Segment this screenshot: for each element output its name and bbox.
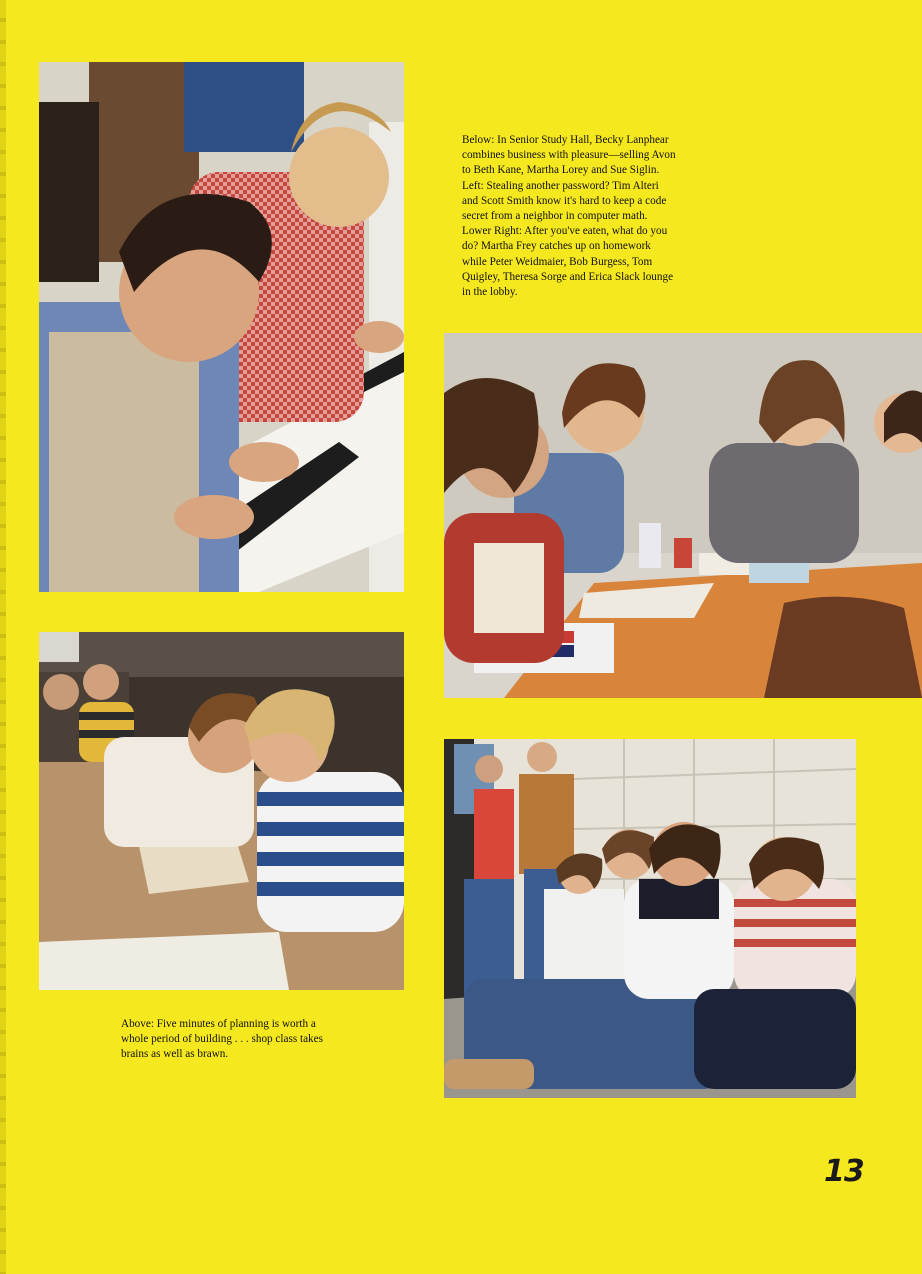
binding-edge: [0, 0, 6, 1274]
photo-shop-class: [39, 632, 404, 990]
photo-lobby: [444, 739, 856, 1098]
page-number: 13: [824, 1154, 864, 1189]
caption-bottom-left: Above: Five minutes of planning is worth a whole period of building . . . shop class takes brains as well as brawn.: [121, 1018, 323, 1061]
caption-top-right: Below: In Senior Study Hall, Becky Lanphear combines business with pleasure—selling Avon to Beth Kane, Martha Lorey and Sue Siglin. Left: Stealing another password? Tim Alteri and Scott Smith know it's hard to keep a code secret from a neighbor in computer math. Lower Right: After you've eaten, what do you do? Martha Frey catches up on homework while Peter Weidmaier, Bob Burgess, Tom Quigley, Theresa Sorge and Erica Slack lounge in the lobby.: [462, 134, 676, 299]
photo-lobby-art: [444, 739, 856, 1098]
photo-computer-math: [39, 62, 404, 592]
photo-computer-math-art: [39, 62, 404, 592]
photo-study-hall: [444, 333, 922, 698]
photo-shop-class-art: [39, 632, 404, 990]
photo-study-hall-art: [444, 333, 922, 698]
